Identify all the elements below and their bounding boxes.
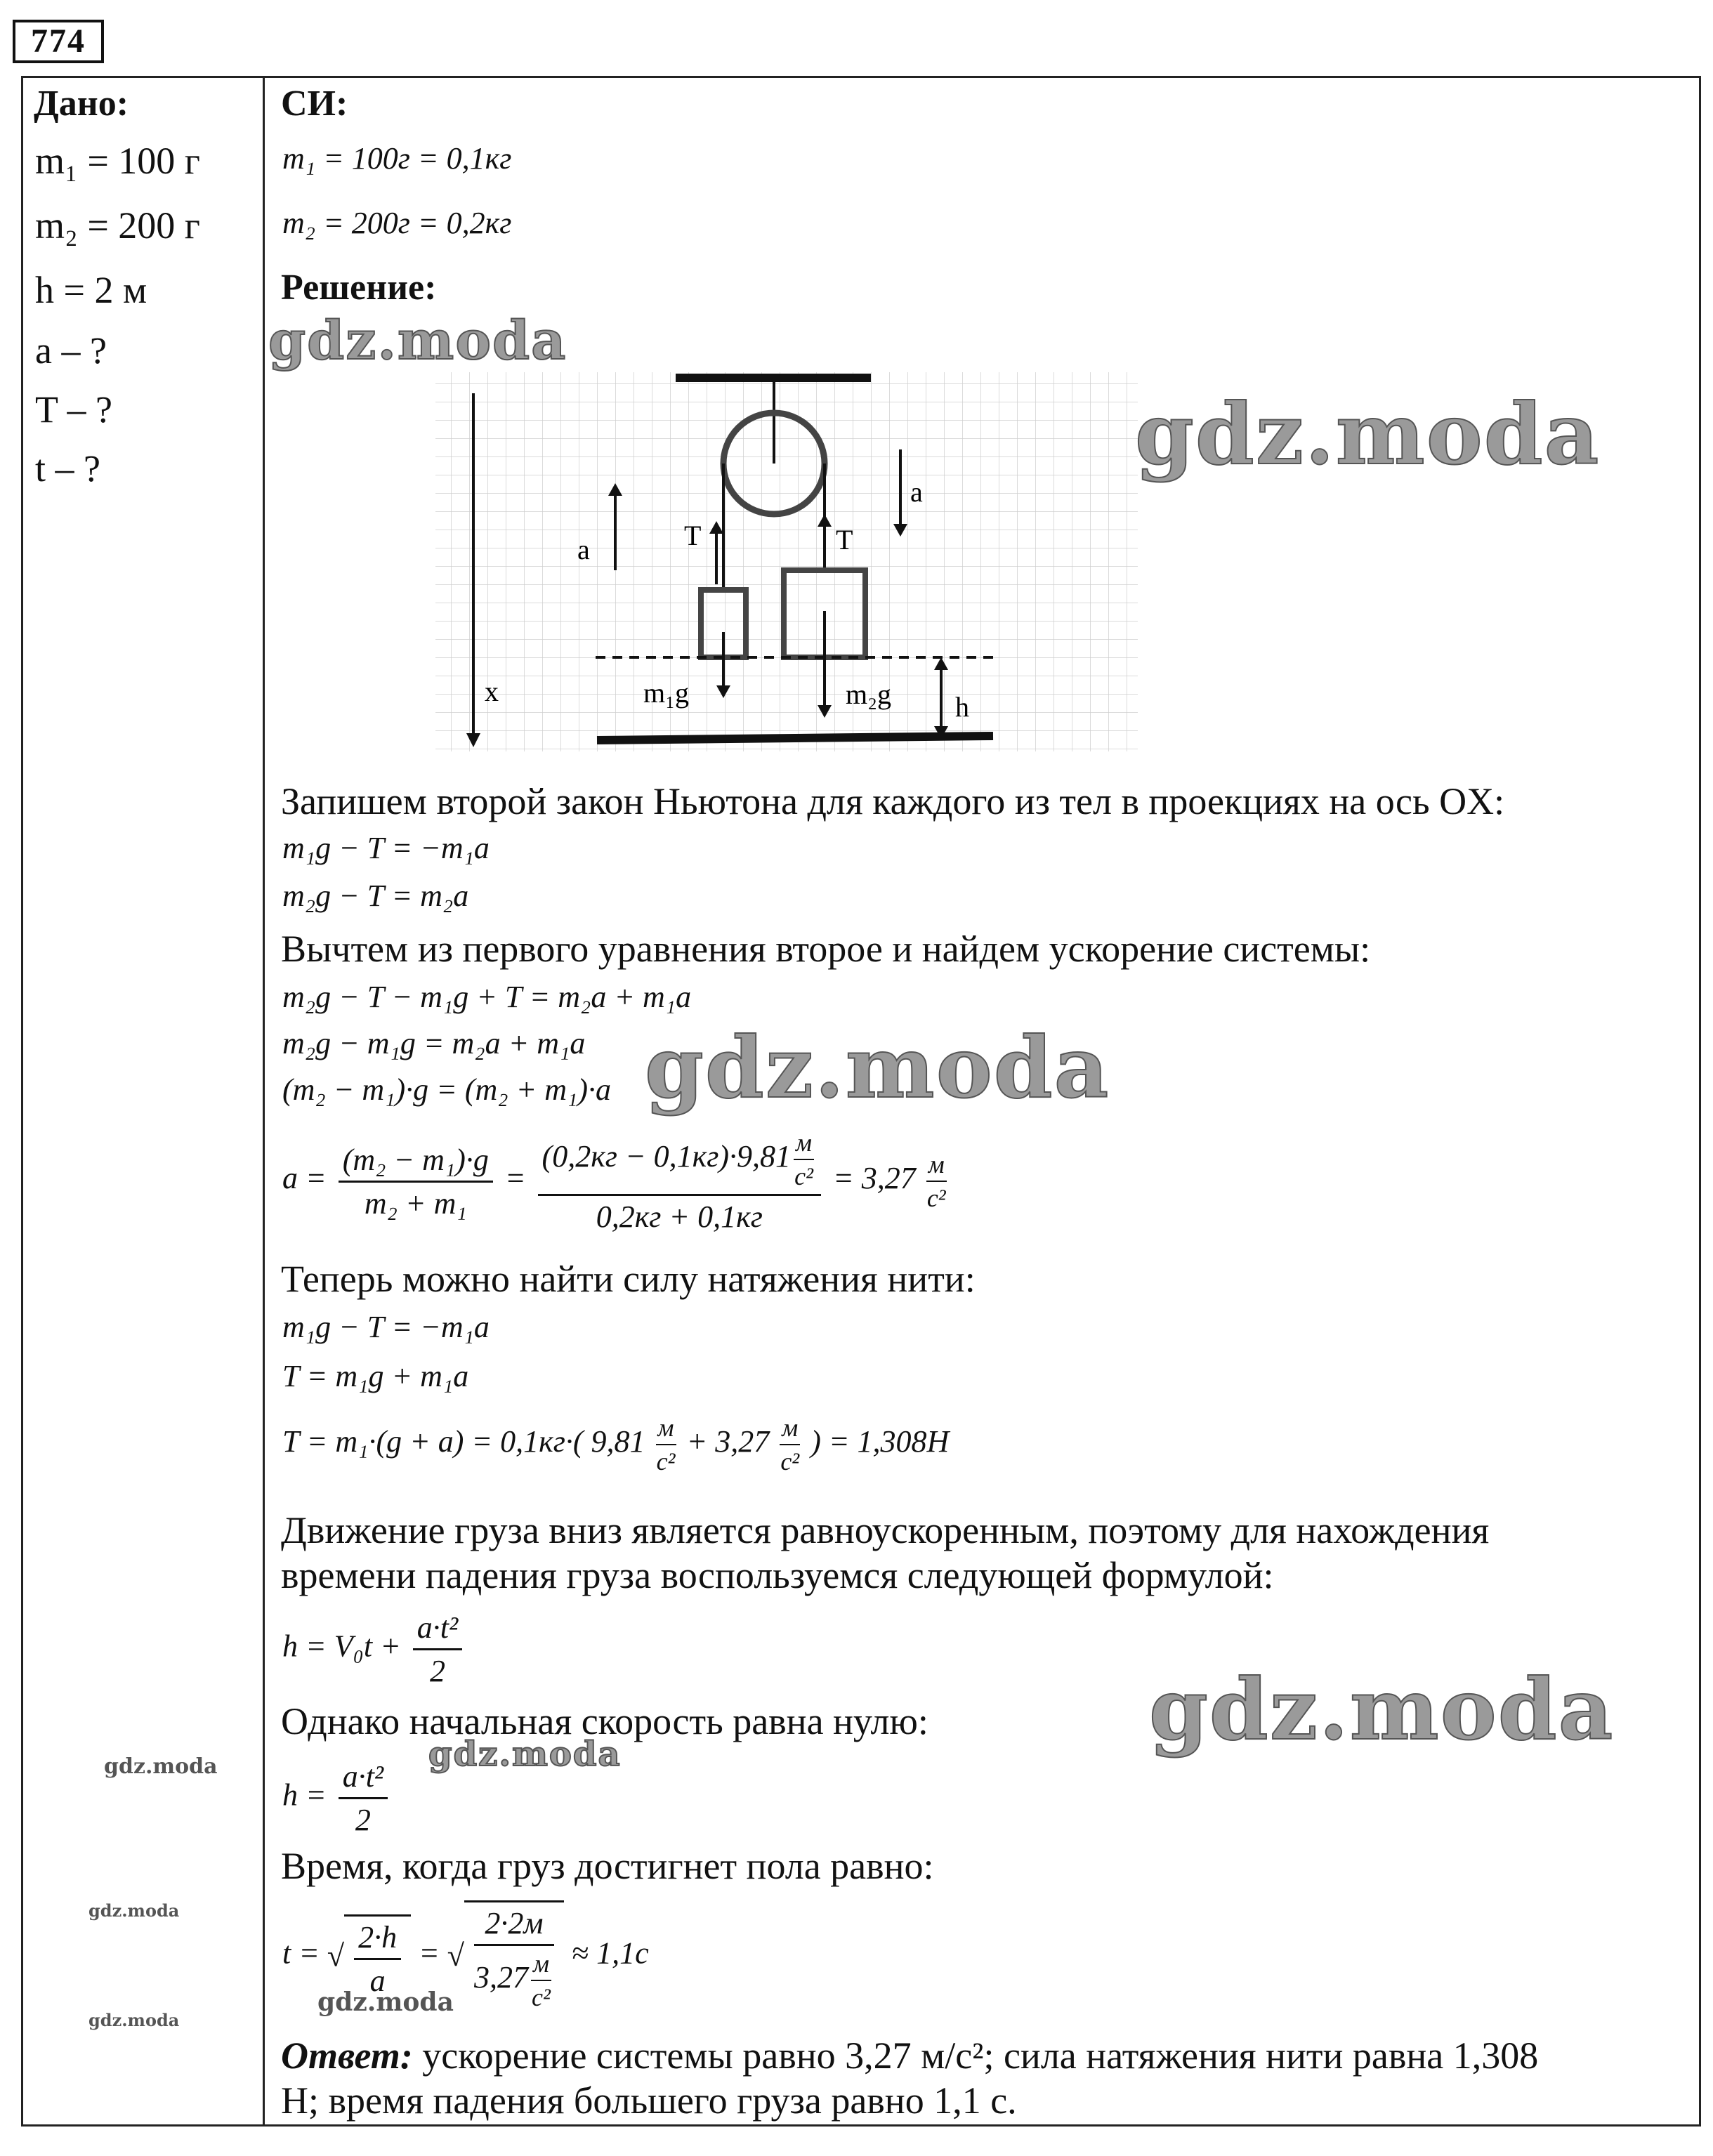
eq-part: h = — [282, 1777, 327, 1813]
unit-den: с² — [780, 1447, 800, 1475]
numerator: 2·2м — [474, 1905, 554, 1946]
unit-den: с² — [926, 1184, 946, 1212]
fraction — [339, 1759, 388, 1838]
numerator-text: (0,2кг − 0,1кг)·9,81 — [542, 1139, 792, 1174]
equation-tension — [282, 1413, 949, 1476]
equation-h1 — [282, 1610, 466, 1689]
problem-number: 774 — [13, 20, 104, 63]
label-a-left: a — [577, 534, 590, 565]
eq-part: + 3,27 — [686, 1424, 770, 1459]
result: ≈ 1,1c — [571, 1935, 649, 1971]
denominator: 2 — [355, 1803, 371, 1837]
eq-part: = — [419, 1935, 440, 1971]
equation-h2 — [282, 1759, 392, 1838]
unit — [926, 1150, 947, 1213]
numerator: 2·h — [354, 1919, 401, 1960]
fraction — [339, 1142, 493, 1221]
unit-num: м — [531, 1949, 551, 1981]
solution-text: Теперь можно найти силу натяжения нити: — [281, 1258, 976, 1300]
fraction — [474, 1905, 554, 2012]
label-T-left: T — [684, 520, 702, 551]
equation: m₁g − T = −m₁a — [282, 831, 490, 865]
equation-acceleration: a = $\frac{\text{(m₂ − m₁)·g}}{\text{m₂ + m₁}}$ = (0,2кг − 0,1кг)·9,81 $\frac{м}{\text{с²}}$ 0,2кг + 0,1кг = 3,27 $\frac{м}{\text{с²}}$ — [282, 1129, 946, 1234]
equation: m₂g − m₁g = m₂a + m₁a — [282, 1026, 586, 1060]
watermark: gdz.moda — [104, 1754, 218, 1779]
equation: m₁g − T = −m₁a — [282, 1310, 490, 1344]
denominator: m₂ + m₁ — [364, 1185, 467, 1221]
eq-lhs: a = — [282, 1161, 327, 1196]
unit — [531, 1949, 551, 2012]
equation: m₂g − T = m₂a — [282, 879, 469, 913]
answer-text: ускорение системы равно 3,27 м/с²; сила натяжения нити равна 1,308 — [422, 2035, 1539, 2077]
watermark: gdz.moda — [1149, 1660, 1615, 1759]
column-divider — [263, 76, 265, 2127]
given-line: m₁ = 100 г — [35, 140, 200, 182]
sqrt: √ $\frac{2\cdot h}{a}$ — [327, 1914, 411, 1999]
label-T-right: T — [836, 524, 853, 556]
unit — [780, 1413, 800, 1476]
solution-text: Однако начальная скорость равна нулю: — [281, 1700, 928, 1742]
solution-text: времени падения груза воспользуемся следующей формулой: — [281, 1554, 1274, 1596]
denominator: a — [369, 1963, 386, 1998]
solution-text: Время, когда груз достигнет пола равно: — [281, 1845, 934, 1887]
label-a-right: a — [910, 476, 923, 508]
eq-part: t = — [282, 1935, 320, 1971]
eq-part: h = V₀t + — [282, 1629, 401, 1664]
label-m2g: m₂g — [846, 678, 892, 710]
denominator: 0,2кг + 0,1кг — [596, 1199, 763, 1234]
given-line: h = 2 м — [35, 269, 147, 311]
si-line: m₁ = 100г = 0,1кг — [282, 141, 512, 176]
denominator-text: 3,27 — [473, 1960, 528, 1995]
given-line: T – ? — [35, 388, 112, 430]
numerator: a·t² — [413, 1610, 462, 1650]
unit-num: м — [780, 1413, 800, 1445]
fraction — [538, 1128, 821, 1235]
solution-text: Вычтем из первого уравнения второе и найдем ускорение системы: — [281, 928, 1371, 970]
fraction — [354, 1919, 401, 1999]
unit-num: м — [794, 1128, 814, 1160]
sqrt: √ 2·2м 3,27 $\frac{м}{\text{с²}}$ — [447, 1900, 564, 2012]
answer-label: Ответ: — [281, 2035, 413, 2077]
watermark: gdz.moda — [645, 1018, 1110, 1117]
watermark: gdz.moda — [88, 1900, 180, 1921]
eq-part: T = m₁·(g + a) = 0,1кг·( 9,81 — [282, 1424, 645, 1459]
unit-den: с² — [532, 1983, 551, 2011]
unit-num: м — [656, 1413, 676, 1445]
watermark: gdz.moda — [428, 1735, 622, 1774]
watermark: gdz.moda — [1135, 385, 1601, 484]
label-h: h — [955, 691, 969, 723]
grid-background — [435, 372, 1138, 751]
numerator — [538, 1128, 821, 1196]
watermark: gdz.moda — [268, 309, 567, 372]
given-line: t – ? — [35, 447, 100, 489]
unit-den: с² — [794, 1162, 813, 1190]
denominator: 2 — [429, 1654, 445, 1688]
label-x: x — [485, 676, 499, 707]
given-line: m₂ = 200 г — [35, 204, 200, 247]
numerator: a·t² — [339, 1759, 388, 1799]
unit — [656, 1413, 676, 1476]
si-title: СИ: — [281, 84, 348, 124]
given-line: a – ? — [35, 329, 107, 372]
watermark: gdz.moda — [317, 1987, 454, 2017]
numerator: (m₂ − m₁)·g — [339, 1142, 493, 1183]
given-title: Дано: — [34, 84, 129, 124]
si-line: m₂ = 200г = 0,2кг — [282, 206, 512, 240]
answer-line-2: Н; время падения большего груза равно 1,1 с. — [281, 2079, 1017, 2122]
floor — [597, 736, 993, 740]
pulley-diagram — [414, 365, 1145, 758]
fraction — [413, 1610, 462, 1689]
equation: m₂g − T − m₁g + T = m₂a + m₁a — [282, 980, 692, 1014]
solution-title: Решение: — [281, 268, 437, 308]
unit-num: м — [926, 1150, 947, 1182]
solution-text: Движение груза вниз является равноускоренным, поэтому для нахождения — [281, 1509, 1490, 1551]
answer-line — [281, 2034, 1538, 2077]
solution-text: Запишем второй закон Ньютона для каждого из тел в проекциях на ось OX: — [281, 780, 1505, 822]
equation: T = m₁g + m₁a — [282, 1359, 469, 1393]
equation: (m₂ − m₁)·g = (m₂ + m₁)·a — [282, 1072, 611, 1107]
denominator — [474, 1946, 554, 2012]
label-m1g: m₁g — [643, 677, 690, 709]
watermark: gdz.moda — [88, 2010, 180, 2030]
unit-den: с² — [656, 1447, 676, 1475]
eq-part: ) = 1,308H — [810, 1424, 950, 1459]
unit — [794, 1128, 814, 1191]
result: = 3,27 — [833, 1161, 916, 1196]
